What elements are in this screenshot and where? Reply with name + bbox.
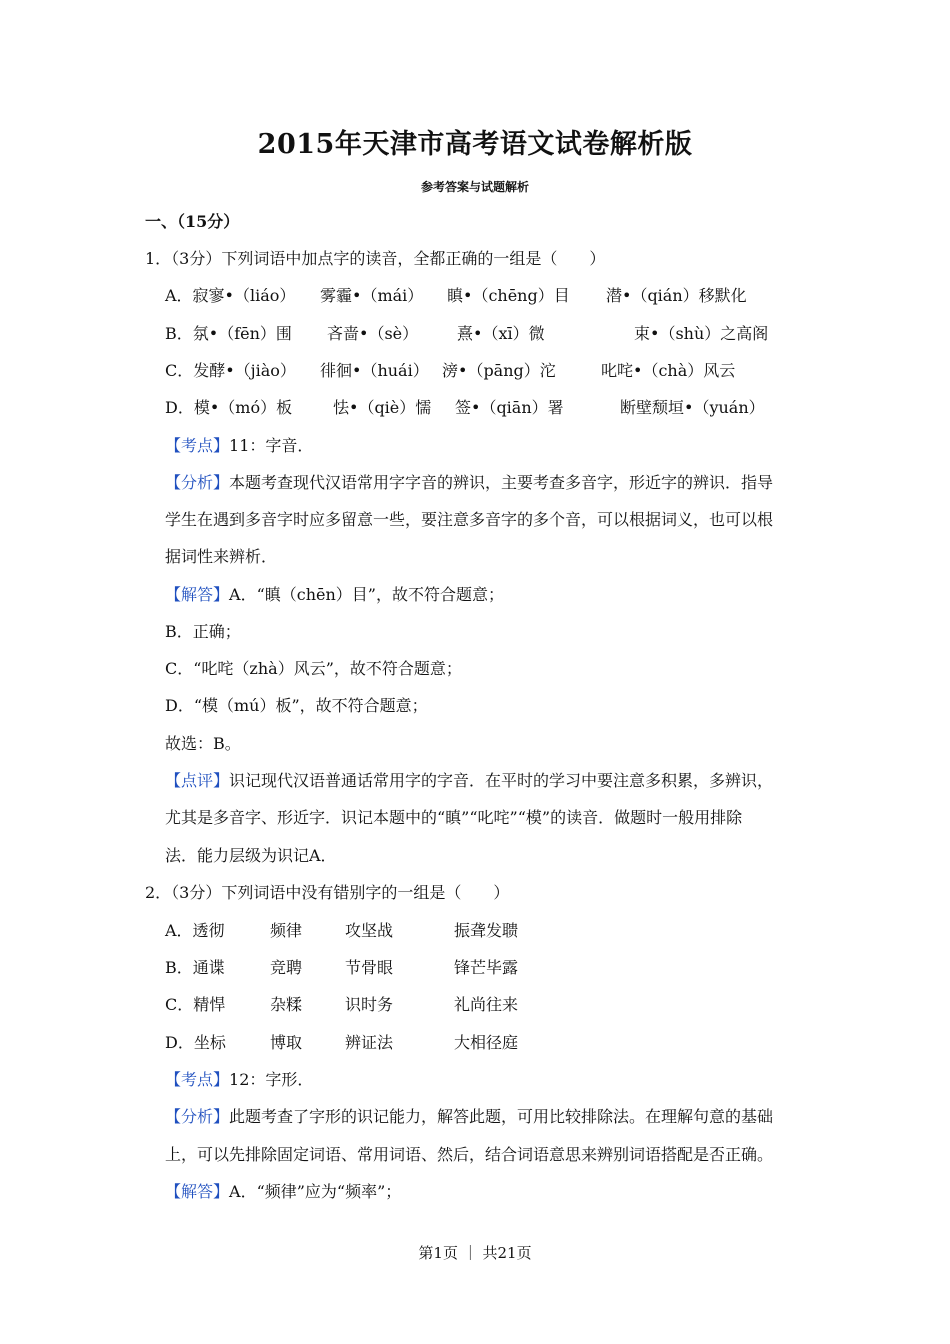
q1-jieda bbox=[165, 585, 504, 605]
q2-c-1: C．精悍 bbox=[165, 995, 226, 1014]
q1-stem: 1．（3分）下列词语中加点字的读音，全都正确的一组是（ ） bbox=[145, 249, 606, 268]
q1-option-c bbox=[165, 361, 825, 381]
q1-jieda-text-5: 故选：B。 bbox=[165, 734, 241, 753]
q2-option-d bbox=[165, 1033, 665, 1053]
q1-fenxi-text-3: 据词性来辨析． bbox=[165, 547, 278, 566]
section-heading: 一、（15分） bbox=[145, 212, 240, 231]
q1-d-3: 签•（qiān）署 bbox=[455, 398, 564, 417]
page-footer: 第1页 ｜ 共21页 bbox=[418, 1244, 532, 1262]
q2-jieda bbox=[165, 1182, 401, 1202]
q1-dianping-text-1: 识记现代汉语普通话常用字的字音．在平时的学习中要注意多积累，多辨识， bbox=[229, 771, 774, 790]
q2-jieda-tag: 【解答】 bbox=[165, 1182, 230, 1201]
q1-c-4: 叱咤•（chà）风云 bbox=[601, 361, 736, 380]
q1-fenxi-text-2: 学生在遇到多音字时应多留意一些，要注意多音字的多个音，可以根据词义，也可以根 bbox=[165, 510, 774, 529]
q1-d-2: 怯•（qiè）懦 bbox=[333, 398, 432, 417]
q2-a-3: 攻坚战 bbox=[345, 921, 394, 940]
q1-jieda-text-4: D．“模（mú）板”，故不符合题意； bbox=[165, 696, 428, 715]
q1-b-2: 吝啬•（sè） bbox=[327, 324, 419, 343]
q2-c-3: 识时务 bbox=[345, 995, 394, 1014]
q1-b-3: 熹•（xī）微 bbox=[457, 324, 545, 343]
q2-b-2: 竞聘 bbox=[270, 958, 303, 977]
q1-fenxi-text-1: 本题考查现代汉语常用字字音的辨识，主要考查多音字，形近字的辨识．指导 bbox=[229, 473, 774, 492]
q2-d-1: D．坐标 bbox=[165, 1033, 226, 1052]
q2-fenxi-tag: 【分析】 bbox=[165, 1107, 230, 1126]
q1-kaodian bbox=[165, 436, 313, 456]
q2-fenxi bbox=[165, 1107, 773, 1127]
q1-dianping-tag: 【点评】 bbox=[165, 771, 230, 790]
q1-d-4: 断壁颓垣•（yuán） bbox=[620, 398, 765, 417]
q1-option-b bbox=[165, 324, 825, 344]
q1-c-1: C．发酵•（jiào） bbox=[165, 361, 296, 380]
q2-a-1: A．透彻 bbox=[165, 921, 225, 940]
q1-jieda-tag: 【解答】 bbox=[165, 585, 230, 604]
q1-dianping-text-2: 尤其是多音字、形近字．识记本题中的“瞋”“叱咤”“模”的读音．做题时一般用排除 bbox=[165, 808, 743, 827]
q1-dianping bbox=[165, 771, 773, 791]
q1-option-d bbox=[165, 398, 825, 418]
q1-kaodian-tag: 【考点】 bbox=[165, 436, 230, 455]
q2-option-c bbox=[165, 995, 665, 1015]
page-subtitle: 参考答案与试题解析 bbox=[420, 180, 529, 194]
q2-fenxi-text-1: 此题考查了字形的识记能力，解答此题，可用比较排除法。在理解句意的基础 bbox=[229, 1107, 774, 1126]
q1-dianping-text-3: 法．能力层级为识记A． bbox=[165, 846, 337, 865]
q2-stem: 2．（3分）下列词语中没有错别字的一组是（ ） bbox=[145, 883, 510, 902]
q2-option-a bbox=[165, 921, 665, 941]
q2-b-3: 节骨眼 bbox=[345, 958, 394, 977]
q2-b-1: B．通谍 bbox=[165, 958, 225, 977]
q2-d-2: 博取 bbox=[270, 1033, 303, 1052]
q1-c-2: 徘徊•（huái） bbox=[320, 361, 429, 380]
q1-option-a bbox=[165, 286, 825, 306]
q2-option-b bbox=[165, 958, 665, 978]
q2-c-2: 杂糅 bbox=[270, 995, 303, 1014]
q1-a-1: A．寂寥•（liáo） bbox=[165, 286, 296, 305]
q1-fenxi-tag: 【分析】 bbox=[165, 473, 230, 492]
q2-a-4: 振聋发聩 bbox=[454, 921, 519, 940]
q1-a-3: 瞋•（chēng）目 bbox=[447, 286, 570, 305]
q2-kaodian-tag: 【考点】 bbox=[165, 1070, 230, 1089]
q2-jieda-text-1: A．“频律”应为“频率”； bbox=[229, 1182, 402, 1201]
q2-c-4: 礼尚往来 bbox=[454, 995, 519, 1014]
q1-a-2: 雾霾•（mái） bbox=[320, 286, 424, 305]
q1-fenxi bbox=[165, 473, 773, 493]
q1-c-3: 滂•（pāng）沱 bbox=[442, 361, 556, 380]
q2-fenxi-text-2: 上，可以先排除固定词语、常用词语、然后，结合词语意思来辨别词语搭配是否正确。 bbox=[165, 1145, 774, 1164]
q1-kaodian-text: 11：字音． bbox=[229, 436, 314, 455]
q1-d-1: D．模•（mó）板 bbox=[165, 398, 293, 417]
q1-jieda-text-1: A．“瞋（chēn）目”，故不符合题意； bbox=[229, 585, 504, 604]
q1-a-4: 潜•（qián）移默化 bbox=[606, 286, 747, 305]
q2-d-3: 辨证法 bbox=[345, 1033, 394, 1052]
q2-kaodian bbox=[165, 1070, 313, 1090]
q2-kaodian-text: 12：字形． bbox=[229, 1070, 314, 1089]
q2-b-4: 锋芒毕露 bbox=[454, 958, 519, 977]
q1-jieda-text-2: B．正确； bbox=[165, 622, 241, 641]
q2-a-2: 频律 bbox=[270, 921, 303, 940]
q2-d-4: 大相径庭 bbox=[454, 1033, 519, 1052]
page-title: 2015年天津市高考语文试卷解析版 bbox=[257, 129, 693, 160]
q1-jieda-text-3: C．“叱咤（zhà）风云”，故不符合题意； bbox=[165, 659, 462, 678]
q1-b-4: 束•（shù）之高阁 bbox=[634, 324, 769, 343]
q1-b-1: B．氛•（fēn）围 bbox=[165, 324, 292, 343]
